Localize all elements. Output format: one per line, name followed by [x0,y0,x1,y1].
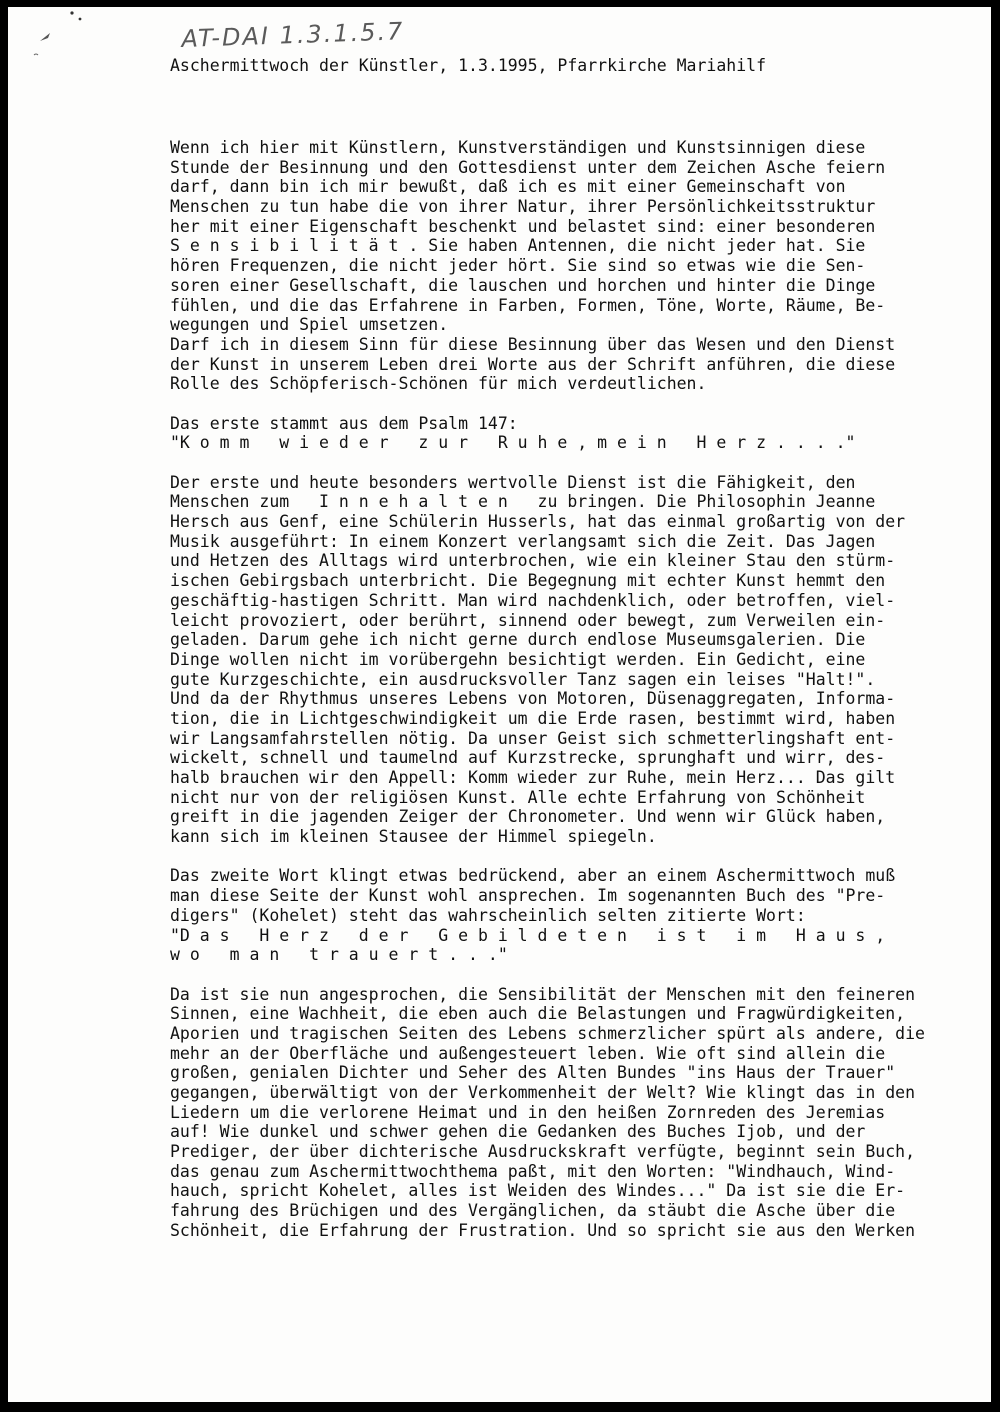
text-line: Musik ausgeführt: In einem Konzert verlangsamt sich die Zeit. Das Jagen [170,531,876,551]
text-line: halb brauchen wir den Appell: Komm wieder zur Ruhe, mein Herz... Das gilt [170,768,896,787]
text-line: Stunde der Besinnung und den Gottesdienst unter dem Zeichen Asche feiern [170,157,886,177]
text-line: geladen. Darum gehe ich nicht gerne durch endlose Museumsgalerien. Die [170,630,866,650]
text-line: fahrung des Brüchigen und des Vergänglichen, da stäubt die Asche über die [170,1201,896,1221]
text-line: ischen Gebirgsbach unterbricht. Die Begegnung mit echter Kunst hemmt den [170,571,886,591]
text-line: großen, genialen Dichter und Seher des Alten Bundes "ins Haus der Trauer" [170,1063,896,1083]
paragraph-intro [170,138,930,394]
text-line: her mit einer Eigenschaft beschenkt und belastet sind: einer besonderen [170,216,876,236]
text-line: Das erste stammt aus dem Psalm 147: [170,413,518,433]
text-line: mehr an der Oberfläche und außengesteuert leben. Wie oft sind allein die [170,1043,886,1063]
text-line: Menschen zum I n n e h a l t e n zu bringen. Die Philosophin Jeanne [170,492,876,512]
text-line: gute Kurzgeschichte, ein ausdrucksvoller Tanz sagen ein leises "Halt!". [170,669,876,689]
text-line: Der erste und heute besonders wertvolle Dienst ist die Fähigkeit, den [170,472,856,492]
text-line: Menschen zu tun habe die von ihrer Natur, ihrer Persönlichkeitsstruktur [170,197,876,217]
text-line: darf, dann bin ich mir bewußt, daß ich es mit einer Gemeinschaft von [170,177,846,197]
document-header: Aschermittwoch der Künstler, 1.3.1995, Pfarrkirche Mariahilf [170,56,767,75]
quote-line: "K o m m w i e d e r z u r R u h e , m e i n H e r z . . . ." [170,433,856,453]
text-line: digers" (Kohelet) steht das wahrscheinlich selten zitierte Wort: [170,905,806,925]
text-line: Hersch aus Genf, eine Schülerin Husserls, hat das einmal großartig von der [170,512,906,532]
text-line: Darf ich in diesem Sinn für diese Besinnung über das Wesen und den Dienst [170,334,896,354]
text-line: Dinge wollen nicht im vorübergehn besichtigt werden. Ein Gedicht, eine [170,649,866,669]
text-line: nicht nur von der religiösen Kunst. Alle echte Erfahrung von Schönheit [170,787,866,807]
paragraph-psalm [170,414,930,453]
text-line: Da ist sie nun angesprochen, die Sensibilität der Menschen mit den feineren [170,984,916,1004]
text-line: hauch, spricht Kohelet, alles ist Weiden des Windes..." Da ist sie die Er- [170,1181,906,1201]
pen-mark-icon [26,7,86,67]
text-line: leicht provoziert, oder berührt, sinnend oder bewegt, zum Verweilen ein- [170,610,886,630]
text-line: S e n s i b i l i t ä t . Sie haben Antennen, die nicht jeder hat. Sie [170,236,866,256]
text-line: auf! Wie dunkel und schwer gehen die Gedanken des Buches Ijob, und der [170,1122,866,1142]
text-line: der Kunst in unserem Leben drei Worte aus der Schrift anführen, die diese [170,354,896,374]
document-page [8,7,991,1402]
paragraph-first-service [170,473,930,847]
text-line: und Hetzen des Alltags wird unterbrochen, wie ein kleiner Stau den stürm- [170,551,896,571]
text-line: greift in die jagenden Zeiger der Chronometer. Und wenn wir Glück haben, [170,807,886,827]
text-line: hören Frequenzen, die nicht jeder hört. Sie sind so etwas wie die Sen- [170,256,866,276]
quote-line: w o m a n t r a u e r t . . ." [170,945,508,965]
text-line: wir Langsamfahrstellen nötig. Da unser Geist sich schmetterlingshaft ent- [170,728,896,748]
text-line: gegangen, überwältigt von der Verkommenheit der Welt? Wie klingt das in den [170,1083,916,1102]
document-body [170,138,930,1241]
text-line: Das zweite Wort klingt etwas bedrückend, aber an einem Aschermittwoch muß [170,866,896,886]
archive-handwritten-note: AT-DAI 1.3.1.5.7 [180,17,405,53]
text-line: Rolle des Schöpferisch-Schönen für mich verdeutlichen. [170,374,707,394]
text-line: wickelt, schnell und taumelnd auf Kurzstrecke, sprunghaft und wirr, des- [170,748,886,768]
text-line: Schönheit, die Erfahrung der Frustration. Und so spricht sie aus den Werken [170,1220,916,1240]
quote-line: "D a s H e r z d e r G e b i l d e t e n i s t i m H a u s , [170,925,886,945]
text-line: tion, die in Lichtgeschwindigkeit um die Erde rasen, bestimmt wird, haben [170,708,896,728]
text-line: geschäftig-hastigen Schritt. Man wird nachdenklich, oder betroffen, viel- [170,590,896,610]
text-line: kann sich im kleinen Stausee der Himmel spiegeln. [170,827,657,847]
text-line: man diese Seite der Kunst wohl ansprechen. Im sogenannten Buch des "Pre- [170,886,886,906]
paragraph-sensibility [170,985,930,1241]
text-line: Aporien und tragischen Seiten des Lebens schmerzlicher spürt als andere, die [170,1023,925,1043]
text-line: wegungen und Spiel umsetzen. [170,315,449,335]
text-line: fühlen, und die das Erfahrene in Farben, Formen, Töne, Worte, Räume, Be- [170,295,886,315]
text-line: Prediger, der über dichterische Ausdruckskraft verfügte, beginnt sein Buch, [170,1142,916,1162]
paragraph-second-word [170,866,930,964]
text-line: Wenn ich hier mit Künstlern, Kunstverständigen und Kunstsinnigen diese [170,138,866,157]
text-line: Liedern um die verlorene Heimat und in den heißen Zornreden des Jeremias [170,1102,886,1122]
text-line: Sinnen, eine Wachheit, die eben auch die Belastungen und Fragwürdigkeiten, [170,1004,906,1024]
text-line: Und da der Rhythmus unseres Lebens von Motoren, Düsenaggregaten, Informa- [170,689,896,709]
text-line: soren einer Gesellschaft, die lauschen und horchen und hinter die Dinge [170,275,876,295]
text-line: das genau zum Aschermittwochthema paßt, mit den Worten: "Windhauch, Wind- [170,1161,896,1181]
